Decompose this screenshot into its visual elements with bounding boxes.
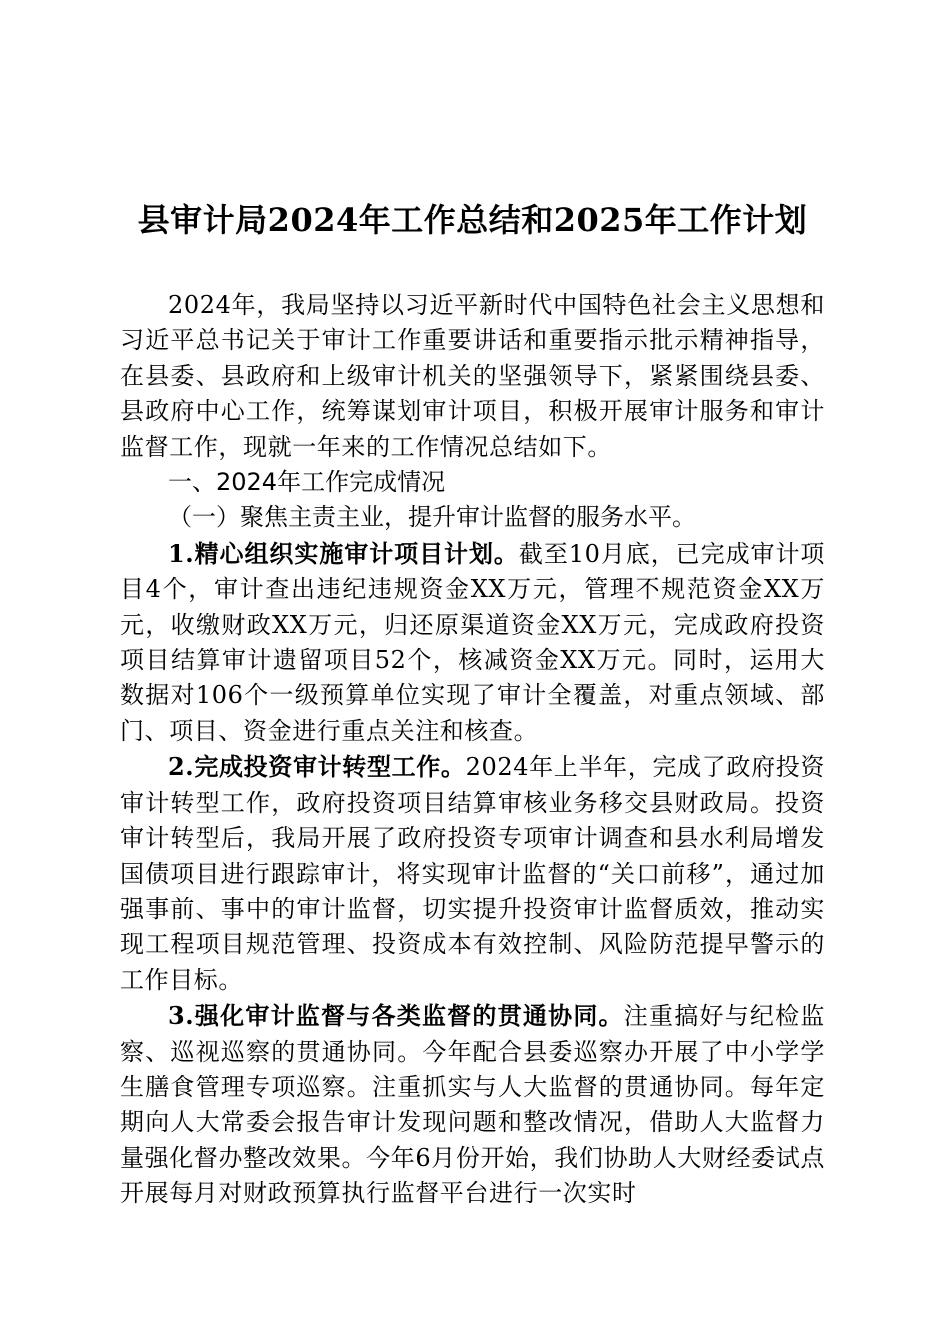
item-paragraph-3	[120, 998, 825, 1211]
item-paragraph-2	[120, 749, 825, 998]
item-lead-3: 3.强化审计监督与各类监督的贯通协同。	[168, 1001, 624, 1031]
item-text-3: 注重搞好与纪检监察、巡视巡察的贯通协同。今年配合县委巡察办开展了中小学学生膳食管理专项巡察。注重抓实与人大监督的贯通协同。每年定期向人大常委会报告审计发现问题和整改情况，借助人大监督力量强化督办整改效果。今年6月份开始，我们协助人大财经委试点开展每月对财政预算执行监督平台进行一次实时	[120, 1002, 825, 1208]
document-page	[120, 0, 825, 1344]
item-lead-1: 1.精心组织实施审计项目计划。	[168, 538, 519, 568]
document-title: 县审计局2024年工作总结和2025年工作计划	[137, 201, 808, 239]
section-heading: 一、2024年工作完成情况	[168, 468, 446, 497]
item-text-2: 2024年上半年，完成了政府投资审计转型工作，政府投资项目结算审核业务移交县财政局。投资审计转型后，我局开展了政府投资专项审计调查和县水利局增发国债项目进行跟踪审计，将实现审计监督的“关口前移”，通过加强事前、事中的审计监督，切实提升投资审计监督质效，推动实现工程项目规范管理、投资成本有效控制、风险防范提早警示的工作目标。	[120, 753, 825, 994]
intro-paragraph: 2024年，我局坚持以习近平新时代中国特色社会主义思想和习近平总书记关于审计工作重要讲话和重要指示批示精神指导，在县委、县政府和上级审计机关的坚强领导下，紧紧围绕县委、县政府中心工作，统筹谋划审计项目，积极开展审计服务和审计监督工作，现就一年来的工作情况总结如下。	[120, 291, 825, 461]
document-body	[120, 288, 825, 1212]
item-lead-2: 2.完成投资审计转型工作。	[168, 752, 466, 782]
item-text-1: 截至10月底，已完成审计项目4个，审计查出违纪违规资金XX万元，管理不规范资金XX万元，收缴财政XX万元，归还原渠道资金XX万元，完成政府投资项目结算审计遗留项目52个，核减资金XX万元。同时，运用大数据对106个一级预算单位实现了审计全覆盖，对重点领域、部门、项目、资金进行重点关注和核查。	[120, 539, 825, 745]
subsection-heading: （一）聚焦主责主业，提升审计监督的服务水平。	[168, 503, 696, 532]
item-paragraph-1	[120, 536, 825, 749]
